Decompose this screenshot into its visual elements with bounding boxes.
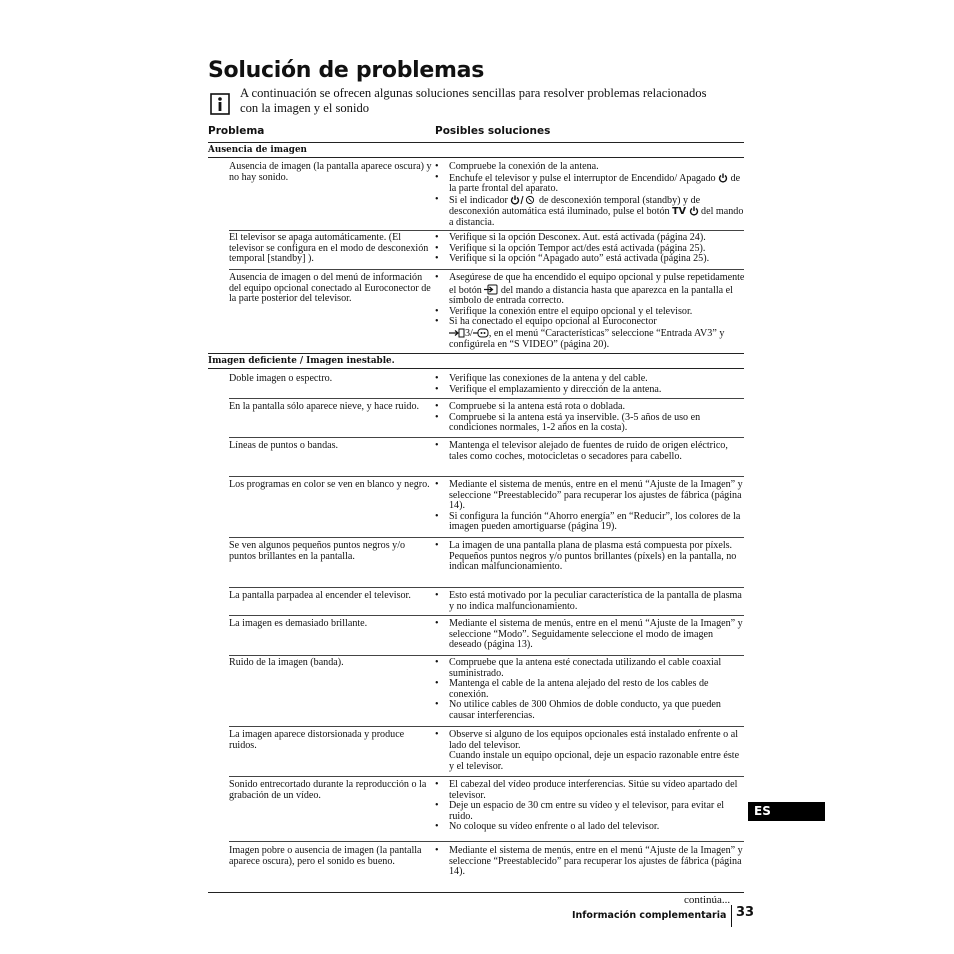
solution-item: • Mantenga el televisor alejado de fuentes de ruido de origen eléctrico, tales como coches, motocicletas o secadores para cabello. — [435, 441, 745, 462]
solutions-cell — [435, 846, 745, 878]
solution-item: • Mediante el sistema de menús, entre en el menú “Ajuste de la Imagen” y seleccione “Preestablecido” para recuperar los ajustes de fábrica (página 14). — [435, 846, 745, 878]
row-divider — [229, 587, 744, 588]
problem-cell: El televisor se apaga automáticamente. (El televisor se configura en el modo de desconexión temporal [standby] ). — [229, 232, 429, 265]
solution-item: • Si configura la función “Ahorro energía” en “Reducir”, los colores de la imagen pueden amortiguarse (página 19). — [435, 512, 745, 533]
row-divider — [229, 269, 744, 270]
problem-cell: Líneas de puntos o bandas. — [229, 440, 339, 451]
row-divider — [229, 398, 744, 399]
solution-item: • Verifique la conexión entre el equipo opcional y el televisor. — [435, 307, 745, 318]
solution-item: • Compruebe si la antena está rota o doblada. — [435, 402, 745, 413]
footer-divider — [731, 905, 732, 927]
row-divider — [229, 776, 744, 777]
solution-item: • Si el indicador de desconexión temporal (standby) y de desconexión automática está iluminado, pulse el botón TV del mando a distancia. — [435, 195, 745, 229]
solution-item: • Mediante el sistema de menús, entre en el menú “Ajuste de la Imagen” y seleccione “Preestablecido” para recuperar los ajustes de fábrica (página 14). — [435, 480, 745, 512]
problem-cell: Imagen pobre o ausencia de imagen (la pantalla aparece oscura), pero el sonido es bueno. — [229, 845, 422, 867]
solutions-cell — [435, 402, 745, 434]
section-title-no-image: Ausencia de imagen — [208, 145, 307, 155]
row-divider — [229, 437, 744, 438]
continued-note: continúa... — [684, 894, 731, 906]
solutions-cell — [435, 658, 745, 722]
problem-cell: La imagen aparece distorsionada y produce ruidos. — [229, 729, 405, 751]
solutions-cell — [435, 441, 745, 462]
solution-item: • Deje un espacio de 30 cm entre su vídeo y el televisor, para evitar el ruido. — [435, 801, 745, 822]
power-icon — [718, 173, 728, 183]
solutions-cell — [435, 273, 745, 350]
row-divider — [229, 655, 744, 656]
row-divider — [229, 726, 744, 727]
section-title-poor-image: Imagen deficiente / Imagen inestable. — [208, 356, 395, 366]
problem-cell: Ruido de la imagen (banda). — [229, 657, 344, 668]
power-standby-icon — [510, 195, 536, 205]
language-tab: ES — [748, 802, 825, 821]
row-divider — [229, 615, 744, 616]
power-icon — [689, 206, 699, 216]
section-divider — [208, 368, 744, 369]
row-divider — [229, 476, 744, 477]
solution-item: • Asegúrese de que ha encendido el equipo opcional y pulse repetidamente el botón del mando a distancia hasta que aparezca en la pantalla el símbolo de entrada correcto. — [435, 273, 745, 307]
solution-item: • Mediante el sistema de menús, entre en el menú “Ajuste de la Imagen” y seleccione “Modo”. Seguidamente seleccione el modo de imagen deseado (página 13). — [435, 619, 745, 651]
solution-item: • No coloque su vídeo enfrente o al lado del televisor. — [435, 822, 745, 833]
solutions-cell — [435, 162, 745, 229]
solutions-cell — [435, 591, 745, 612]
solution-item: • Esto está motivado por la peculiar característica de la pantalla de plasma y no indica malfuncionamiento. — [435, 591, 745, 612]
problem-cell: La imagen es demasiado brillante. — [229, 618, 368, 629]
problem-cell: Los programas en color se ven en blanco y negro. — [229, 479, 430, 490]
row-divider — [229, 841, 744, 842]
s-video-icon — [473, 328, 489, 338]
info-icon — [210, 93, 230, 115]
solution-item: • Mantenga el cable de la antena alejado del resto de los cables de conexión. — [435, 679, 745, 700]
problem-cell: Doble imagen o espectro. — [229, 373, 333, 384]
column-header-problem: Problema — [208, 125, 265, 137]
problem-cell: Ausencia de imagen (la pantalla aparece oscura) y no hay sonido. — [229, 161, 432, 183]
input-select-icon — [484, 284, 498, 295]
solution-item: • Si ha conectado el equipo opcional al Euroconector 3/ , en el menú “Características” seleccione “Entrada AV3” y configúrela en “S VIDEO” (página 20). — [435, 317, 745, 350]
solution-item: • Verifique las conexiones de la antena y del cable. — [435, 374, 745, 385]
solution-item: • Compruebe que la antena esté conectada utilizando el cable coaxial suministrado. — [435, 658, 745, 679]
problem-cell: Se ven algunos pequeños puntos negros y/o puntos brillantes en la pantalla. — [229, 540, 406, 562]
problem-cell: Ausencia de imagen o del menú de información del equipo opcional conectado al Euroconector de la parte posterior del televisor. — [229, 272, 431, 305]
solutions-cell — [435, 780, 745, 833]
solution-item: • Verifique si la opción “Apagado auto” está activada (página 25). — [435, 254, 745, 265]
page-number: 33 — [736, 905, 755, 920]
problem-cell: En la pantalla sólo aparece nieve, y hace ruido. — [229, 401, 420, 412]
row-divider — [229, 537, 744, 538]
solution-item: Cuando instale un equipo opcional, deje un espacio razonable entre éste y el televisor. — [449, 750, 740, 772]
row-divider — [229, 230, 744, 231]
solution-item: • Verifique si la opción Desconex. Aut. está activada (página 24). — [435, 233, 745, 244]
problem-cell: La pantalla parpadea al encender el televisor. — [229, 590, 411, 601]
solution-item: • Verifique si la opción Tempor act/des está activada (página 25). — [435, 244, 745, 255]
solutions-cell — [435, 619, 745, 651]
solution-item: • El cabezal del vídeo produce interferencias. Sitúe su vídeo apartado del televisor. — [435, 780, 745, 801]
footer-section-label: Información complementaria — [572, 910, 727, 921]
scart-input-icon — [449, 328, 465, 338]
header-divider — [208, 142, 744, 143]
page-title: Solución de problemas — [208, 58, 484, 83]
intro-text: A continuación se ofrecen algunas soluciones sencillas para resolver problemas relacionados con la imagen y el sonido — [240, 86, 707, 115]
solution-item: • No utilice cables de 300 Ohmios de doble conducto, ya que pueden causar interferencias. — [435, 700, 745, 721]
table-bottom-rule — [208, 892, 744, 893]
solution-item: • La imagen de una pantalla plana de plasma está compuesta por píxels. — [435, 541, 745, 552]
section-divider — [208, 157, 744, 158]
solutions-cell — [435, 233, 745, 265]
solution-item: Pequeños puntos negros y/o puntos brillantes (píxels) en la pantalla, no indican malfuncionamiento. — [449, 550, 737, 573]
solutions-cell — [435, 730, 745, 772]
problem-cell: Sonido entrecortado durante la reproducción o la grabación de un vídeo. — [229, 779, 427, 801]
solutions-cell — [435, 480, 745, 533]
solution-item: • Compruebe la conexión de la antena. — [435, 162, 745, 173]
solution-item: • Observe si alguno de los equipos opcionales está instalado enfrente o al lado del televisor. — [435, 730, 745, 751]
solution-item: • Compruebe si la antena está ya inservible. (3-5 años de uso en condiciones normales, 1-2 años en la costa). — [435, 413, 745, 434]
solutions-cell — [435, 374, 745, 395]
solutions-cell — [435, 541, 745, 573]
solution-item: • Verifique el emplazamiento y dirección de la antena. — [435, 385, 745, 396]
column-header-solutions: Posibles soluciones — [435, 125, 551, 137]
solution-item: • Enchufe el televisor y pulse el interruptor de Encendido/ Apagado de la parte frontal del aparato. — [435, 173, 745, 195]
section-divider — [208, 353, 744, 354]
